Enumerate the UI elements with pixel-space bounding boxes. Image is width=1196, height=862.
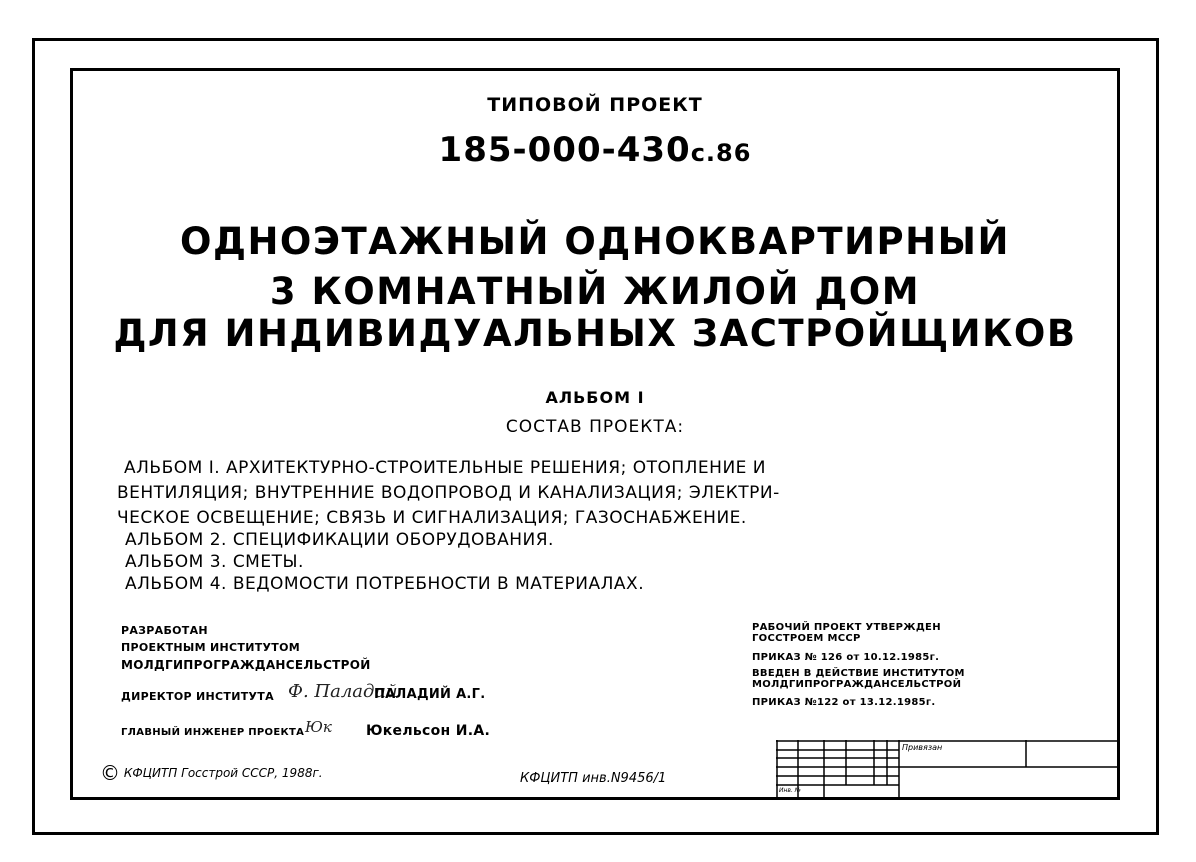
approval-line: ГОССТРОЕМ МССР [752, 633, 861, 644]
approval-line: ВВЕДЕН В ДЕЙСТВИЕ ИНСТИТУТОМ [752, 668, 965, 679]
title-line-1: ОДНОЭТАЖНЫЙ ОДНОКВАРТИРНЫЙ [180, 220, 1010, 263]
title-line-2: 3 КОМНАТНЫЙ ЖИЛОЙ ДОМ [269, 270, 921, 313]
approval-line: ПРИКАЗ № 126 от 10.12.1985г. [752, 652, 940, 663]
stamp-inv-label: Инв. № [779, 787, 802, 794]
director-name: ПАЛАДИЙ А.Г. [374, 687, 486, 702]
developed-by-label: РАЗРАБОТАН [121, 624, 208, 637]
copyright-notice [100, 761, 323, 785]
composition-label: СОСТАВ ПРОЕКТА: [505, 417, 685, 437]
title-block-stamp [776, 740, 1120, 798]
copyright-icon: © [100, 761, 120, 785]
composition-line: АЛЬБОМ 3. СМЕТЫ. [125, 552, 304, 572]
project-code-main: 185-000-430 [438, 130, 691, 170]
composition-line: АЛЬБОМ 4. ВЕДОМОСТИ ПОТРЕБНОСТИ В МАТЕРИАЛАХ. [125, 574, 645, 594]
institute-name: МОЛДГИПРОГРАЖДАНСЕЛЬСТРОЙ [121, 658, 371, 672]
director-signature: Ф. Паладий [288, 681, 398, 702]
title-line-3: ДЛЯ ИНДИВИДУАЛЬНЫХ ЗАСТРОЙЩИКОВ [113, 312, 1077, 355]
director-label: ДИРЕКТОР ИНСТИТУТА [121, 690, 274, 703]
approval-line: РАБОЧИЙ ПРОЕКТ УТВЕРЖДЕН [752, 622, 941, 633]
copyright-text: КФЦИТП Госстрой СССР, 1988г. [123, 766, 323, 780]
composition-line: АЛЬБОМ I. АРХИТЕКТУРНО-СТРОИТЕЛЬНЫЕ РЕШЕНИЯ; ОТОПЛЕНИЕ И [124, 458, 767, 478]
composition-line: ЧЕСКОЕ ОСВЕЩЕНИЕ; СВЯЗЬ И СИГНАЛИЗАЦИЯ; ГАЗОСНАБЖЕНИЕ. [117, 508, 747, 528]
composition-line: АЛЬБОМ 2. СПЕЦИФИКАЦИИ ОБОРУДОВАНИЯ. [125, 530, 554, 550]
inventory-number: КФЦИТП инв.N9456/1 [520, 771, 667, 786]
project-code [70, 130, 1120, 170]
stamp-label: Привязан [902, 743, 943, 752]
approval-line: МОЛДГИПРОГРАЖДАНСЕЛЬСТРОЙ [752, 679, 962, 690]
project-code-suffix: с.86 [690, 139, 752, 167]
chief-engineer-signature: Юк [305, 718, 332, 736]
project-type-label: ТИПОВОЙ ПРОЕКТ [487, 94, 703, 116]
chief-engineer-label: ГЛАВНЫЙ ИНЖЕНЕР ПРОЕКТА [121, 727, 305, 738]
album-label: АЛЬБОМ I [545, 388, 645, 407]
approval-line: ПРИКАЗ №122 от 13.12.1985г. [752, 697, 936, 708]
composition-line: ВЕНТИЛЯЦИЯ; ВНУТРЕННИЕ ВОДОПРОВОД И КАНАЛИЗАЦИЯ; ЭЛЕКТРИ- [117, 483, 780, 503]
developed-by-institute-label: ПРОЕКТНЫМ ИНСТИТУТОМ [121, 641, 300, 654]
chief-engineer-name: Юкельсон И.А. [366, 723, 491, 739]
